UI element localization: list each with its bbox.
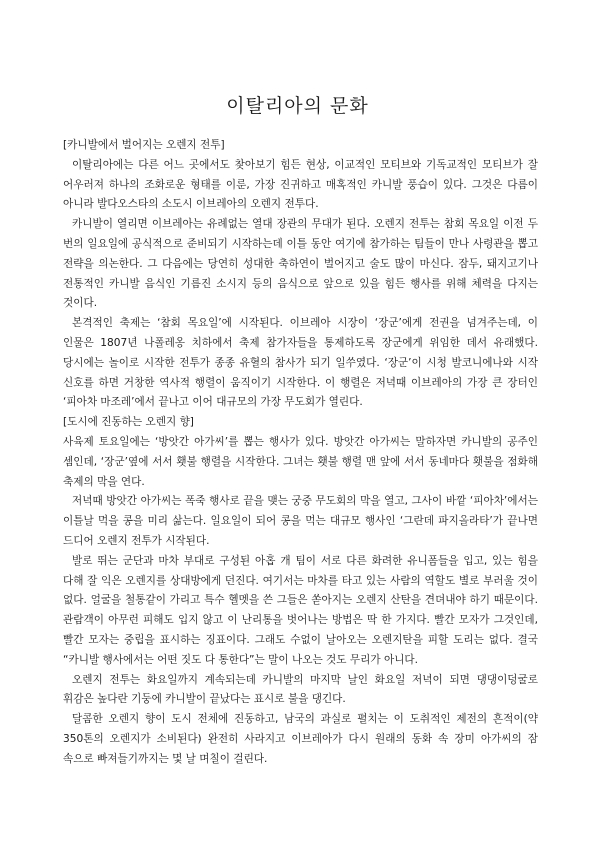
paragraph: 카니발이 열리면 이브레아는 유례없는 열대 장관의 무대가 된다. 오렌지 전투는 참회 목요일 이전 두 번의 일요일에 공식적으로 준비되기 시작하는데 이틀 동안 여기에 참가하는 팀들이 만나 사령관을 뽑고 전략을 의논한다. 그 다음에는 당연히 성대한 축하연이 벌어지고 술도 많이 마신다. 잠두, 돼지고기나 전통적인 카니발 음식인 기름진 소시지 등의 음식으로 앞으로 있을 힘든 행사를 위해 체력을 다지는 것이다. [63, 218, 538, 310]
section-orange-scent [63, 413, 538, 769]
paragraph: 달콤한 오렌지 향이 도시 전체에 진동하고, 남국의 과실로 펼치는 이 도취적인 제전의 흔적이(약 350톤의 오렌지가 소비된다) 완전히 사라지고 이브레아가 다시 원래의 동화 속 장미 아가씨의 잠 속으로 빠져들기까지는 몇 날 며칠이 걸린다. [63, 713, 538, 765]
paragraph: 사육제 토요일에는 ‘방앗간 아가씨’를 뽑는 행사가 있다. 방앗간 아가씨는 말하자면 카니발의 공주인 셈인데, ‘장군’옆에 서서 횃불 행렬을 시작한다. 그녀는 횃불 행렬 맨 앞에 서서 동네마다 횃불을 점화해 축제의 막을 연다. [63, 435, 538, 488]
section-heading: [도시에 진동하는 오렌지 향] [63, 416, 194, 429]
paragraph: 본격적인 축제는 ‘참회 목요일’에 시작된다. 이브레아 시장이 ‘장군’에게 전권을 넘겨주는데, 이 인물은 1807년 나폴레옹 치하에서 축제 참가자들을 통제하도록 장군에게 위임한 데서 유래했다. 당시에는 놀이로 시작한 전투가 종종 유혈의 참사가 되기 일쑤였다. ‘장군’이 시청 발코니에나와 시작 신호를 하면 거창한 역사적 행렬이 움직이기 시작한다. 이 행렬은 저녁때 이브레아의 가장 큰 장터인 ‘피아차 마조레’에서 끝나고 이어 대규모의 가장 무도회가 열린다. [63, 317, 538, 409]
document-body [63, 136, 538, 770]
paragraph: 발로 뛰는 군단과 마차 부대로 구성된 아홉 개 팀이 서로 다른 화려한 유니폼들을 입고, 있는 힘을 다해 잘 익은 오렌지를 상대방에게 던진다. 여기서는 마차를 타고 있는 사람의 역할도 별로 부러울 것이 없다. 얼굴을 철통같이 가리고 특수 헬멧을 쓴 그들은 쏟아지는 오렌지 산탄을 견뎌내야 하기 때문이다. 관람객이 아무런 피해도 입지 않고 이 난리통을 벗어나는 방법은 딱 한 가지다. 빨간 모자가 그것인데, 빨간 모자는 중립을 표시하는 징표이다. 그래도 수없이 날아오는 오렌지탄을 피할 도리는 없다. 결국 “카니발 행사에서는 어떤 짓도 다 통한다”는 말이 나오는 것도 무리가 아니다. [63, 554, 538, 666]
paragraph: 이탈리아에는 다른 어느 곳에서도 찾아보기 힘든 현상, 이교적인 모티브와 기독교적인 모티브가 잘 어우러져 하나의 조화로운 형태를 이룬, 가장 진귀하고 매혹적인 카니발 풍습이 있다. 그것은 다름이 아니라 발다오스타의 소도시 이브레아의 오렌지 전투다. [63, 158, 538, 211]
paragraph: 저녁때 방앗간 아가씨는 폭죽 행사로 끝을 맺는 궁중 무도회의 막을 열고, 그사이 바깥 ‘피아차’에서는 이틀날 먹을 콩을 미리 삶는다. 일요일이 되어 콩을 먹는 대규모 행사인 ‘그란데 파지올라타’가 끝나면 드디어 오렌지 전투가 시작된다. [63, 495, 538, 547]
paragraph: 오렌지 전투는 화요일까지 계속되는데 카니발의 마지막 날인 화요일 저녁이 되면 댕댕이덩굴로 휘감은 높다란 기둥에 카니발이 끝났다는 표시로 불을 댕긴다. [63, 673, 538, 706]
section-carnival-orange-battle [63, 136, 538, 413]
document-title: 이탈리아의 문화 [226, 95, 369, 117]
section-heading: [카니발에서 벌어지는 오렌지 전투] [63, 139, 225, 151]
